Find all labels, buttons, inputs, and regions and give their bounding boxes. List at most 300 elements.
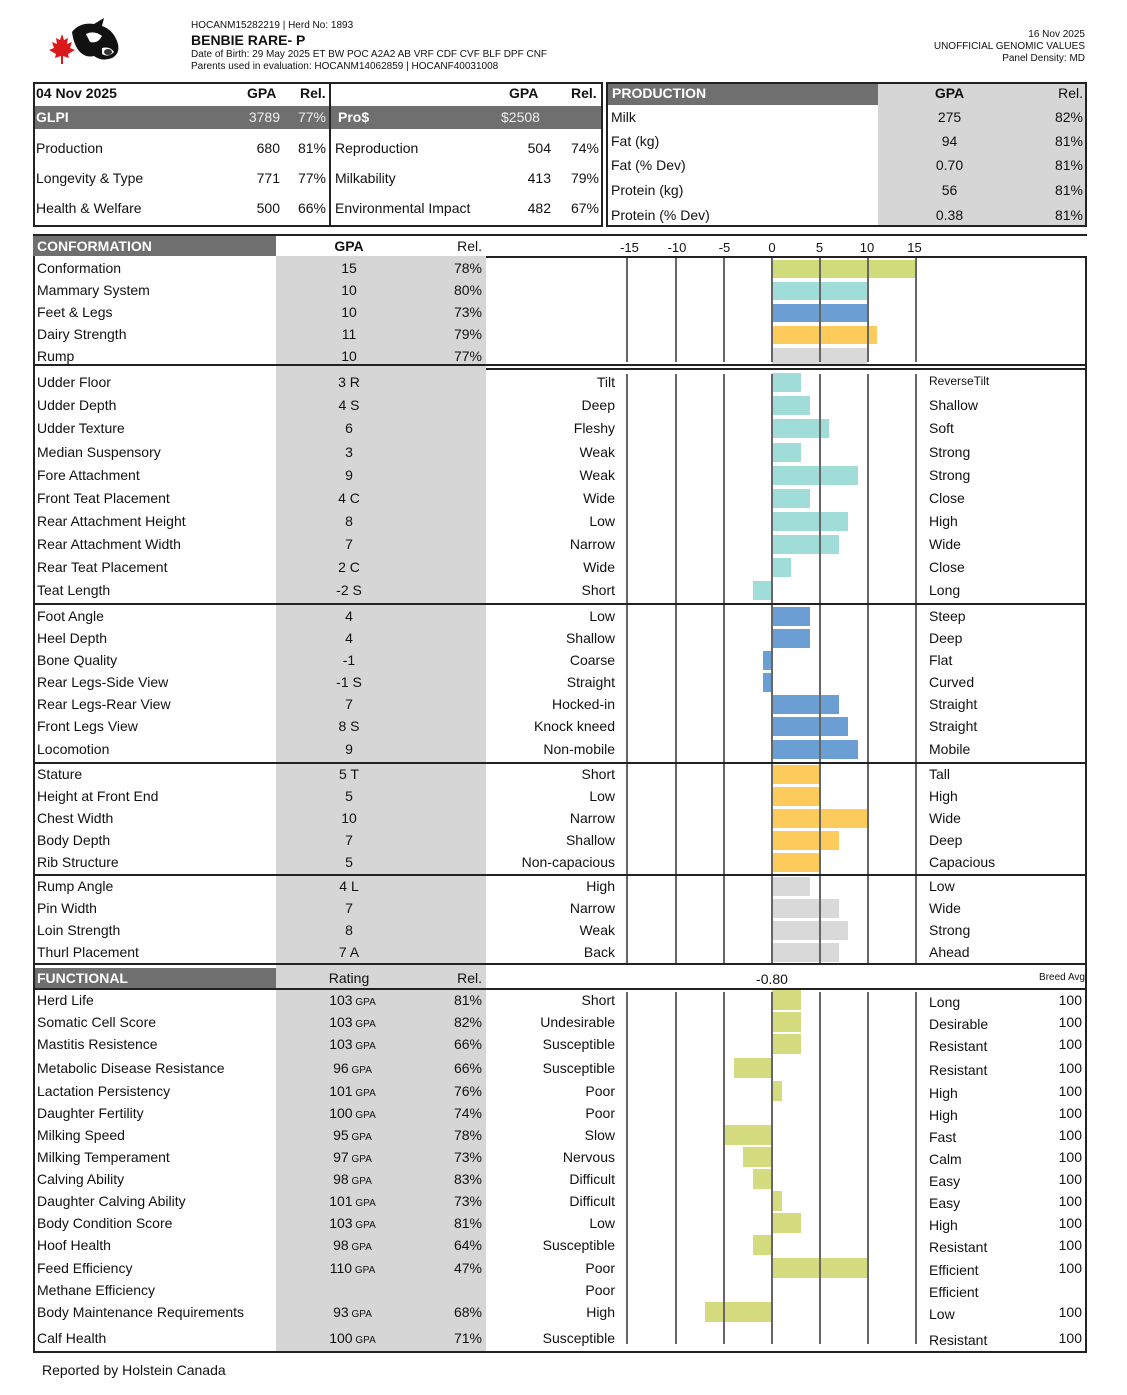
summary-index-label: Milkability: [335, 170, 396, 186]
summary-index-rel: 74%: [570, 140, 599, 156]
production-gpa-header: GPA: [934, 85, 965, 101]
functional-trait-rel: 66%: [453, 1036, 482, 1052]
functional-trait-label: Feed Efficiency: [37, 1260, 133, 1276]
date-of-birth-line: Date of Birth: 29 May 2025 ET BW POC A2A2 AB VRF CDF CVF BLF DPF CNF: [191, 49, 548, 60]
linear-trait-high-desc: Deep: [929, 832, 963, 848]
scale-tick-label: 15: [907, 240, 922, 255]
functional-gpa-suffix: GPA: [348, 1176, 372, 1187]
functional-trait-low-desc: High: [586, 1304, 615, 1320]
functional-trait-label: Lactation Persistency: [37, 1083, 171, 1099]
linear-trait-low-desc: Non-mobile: [543, 741, 615, 757]
linear-trait-high-desc: Long: [929, 582, 961, 598]
linear-trait-bar: [772, 853, 820, 872]
production-trait-gpa: 0.38: [935, 207, 964, 223]
functional-trait-rel: 73%: [453, 1193, 482, 1209]
scale-tick-label: -15: [620, 240, 639, 255]
production-trait-gpa: 0.70: [935, 157, 964, 173]
functional-gpa-suffix: GPA: [352, 1265, 376, 1276]
functional-trait-label: Hoof Health: [37, 1237, 111, 1253]
linear-trait-low-desc: Short: [581, 582, 615, 598]
linear-trait-low-desc: Fleshy: [573, 420, 615, 436]
linear-trait-bar: [772, 629, 810, 648]
linear-trait-gpa: 5: [345, 788, 353, 804]
conformation-trait-rel: 73%: [453, 304, 482, 320]
linear-trait-label: Thurl Placement: [37, 944, 139, 960]
linear-trait-low-desc: Shallow: [565, 630, 615, 646]
linear-trait-label: Median Suspensory: [37, 444, 161, 460]
linear-trait-bar: [772, 535, 839, 554]
linear-trait-gpa: 9: [345, 741, 353, 757]
functional-trait-high-desc: High: [929, 1217, 958, 1233]
maple-leaf-icon: [49, 34, 75, 64]
functional-trait-rel: 64%: [453, 1237, 482, 1253]
functional-trait-bar: [734, 1058, 772, 1078]
functional-trait-high-desc: Long: [929, 994, 961, 1010]
functional-gpa-suffix: GPA: [348, 1132, 372, 1143]
linear-trait-gpa: 5 T: [339, 766, 359, 782]
linear-trait-high-desc: Strong: [929, 467, 971, 483]
linear-trait-low-desc: Tilt: [596, 374, 615, 390]
functional-trait-rating: [290, 1083, 415, 1099]
animal-name: BENBIE RARE- P: [191, 32, 306, 48]
functional-rating-value: 93: [333, 1304, 349, 1320]
functional-trait-label: Somatic Cell Score: [37, 1014, 157, 1030]
linear-trait-label: Rear Legs-Side View: [37, 674, 169, 690]
functional-trait-breed-avg: 100: [1058, 1330, 1082, 1346]
functional-rating-value: 98: [333, 1237, 349, 1253]
linear-trait-gpa: 3: [345, 444, 353, 460]
linear-trait-low-desc: Deep: [581, 397, 615, 413]
scale-tick-label: 10: [859, 240, 875, 255]
functional-gpa-suffix: GPA: [348, 1154, 372, 1165]
functional-rating-value: 103: [329, 1036, 353, 1052]
linear-trait-high-desc: Capacious: [929, 854, 996, 870]
functional-trait-bar: [772, 990, 801, 1010]
linear-trait-low-desc: Narrow: [569, 536, 615, 552]
functional-rating-value: 103: [329, 1014, 353, 1030]
functional-trait-label: Metabolic Disease Resistance: [37, 1060, 225, 1076]
functional-trait-bar: [772, 1012, 801, 1032]
linear-trait-high-desc: Wide: [929, 536, 961, 552]
functional-rating-value: 101: [329, 1083, 353, 1099]
scale-tick-label: 5: [815, 240, 824, 255]
linear-trait-high-desc: Soft: [929, 420, 954, 436]
functional-trait-high-desc: Resistant: [929, 1062, 988, 1078]
group-divider: [33, 762, 1087, 764]
functional-rating-value: 100: [329, 1330, 353, 1346]
functional-trait-rel: 66%: [453, 1060, 482, 1076]
linear-trait-gpa: 6: [345, 420, 353, 436]
functional-trait-low-desc: Susceptible: [542, 1330, 615, 1346]
linear-trait-low-desc: Weak: [579, 467, 615, 483]
production-rel-header: Rel.: [1058, 85, 1083, 101]
linear-trait-bar: [772, 831, 839, 850]
functional-trait-low-desc: Low: [589, 1215, 615, 1231]
functional-trait-rel: 81%: [453, 992, 482, 1008]
linear-trait-label: Heel Depth: [37, 630, 108, 646]
linear-trait-gpa: 7: [345, 696, 353, 712]
conformation-trait-rel: 78%: [453, 260, 482, 276]
production-trait-label: Fat (% Dev): [611, 157, 686, 173]
linear-trait-high-desc: Shallow: [929, 397, 979, 413]
summary-index-label: Reproduction: [335, 140, 419, 156]
footer-reported-by: Reported by Holstein Canada: [42, 1362, 226, 1378]
linear-trait-gpa: 8: [345, 513, 353, 529]
functional-trait-rating: [290, 1149, 415, 1165]
breed-avg-header: Breed Avg: [1039, 972, 1085, 983]
linear-trait-bar: [772, 943, 839, 962]
functional-gpa-suffix: GPA: [352, 1198, 376, 1209]
summary-index-rel: 77%: [297, 170, 326, 186]
scale-gridline: [771, 258, 773, 362]
functional-trait-low-desc: Susceptible: [542, 1060, 615, 1076]
scale-gridline: [915, 258, 917, 362]
linear-trait-low-desc: Non-capacious: [521, 854, 615, 870]
linear-trait-bar: [772, 607, 810, 626]
production-trait-label: Fat (kg): [611, 133, 660, 149]
linear-trait-high-desc: High: [929, 513, 958, 529]
conformation-trait-label: Mammary System: [37, 282, 150, 298]
functional-trait-label: Methane Efficiency: [37, 1282, 156, 1298]
linear-trait-label: Rear Legs-Rear View: [37, 696, 171, 712]
conformation-gpa-header: GPA: [334, 238, 364, 254]
cow-head-icon: [72, 18, 118, 60]
linear-trait-high-desc: ReverseTilt: [929, 374, 990, 388]
linear-trait-high-desc: Curved: [929, 674, 975, 690]
linear-trait-bar: [772, 558, 791, 577]
linear-trait-gpa: 4 S: [338, 397, 360, 413]
linear-trait-label: Udder Depth: [37, 397, 117, 413]
functional-gpa-suffix: GPA: [352, 1335, 376, 1346]
functional-trait-bar: [705, 1302, 772, 1322]
linear-trait-label: Chest Width: [37, 810, 114, 826]
linear-trait-gpa: -2 S: [336, 582, 362, 598]
linear-trait-low-desc: Low: [589, 513, 615, 529]
linear-trait-high-desc: Tall: [929, 766, 951, 782]
functional-gridline: [867, 992, 869, 1344]
conformation-trait-rel: 77%: [453, 348, 482, 364]
production-trait-gpa: 94: [941, 133, 958, 149]
functional-trait-label: Herd Life: [37, 992, 94, 1008]
production-rel-column: [1021, 84, 1085, 225]
linear-trait-low-desc: Weak: [579, 922, 615, 938]
functional-trait-breed-avg: 100: [1058, 1083, 1082, 1099]
linear-trait-low-desc: Short: [581, 766, 615, 782]
conformation-trait-label: Conformation: [37, 260, 122, 276]
linear-trait-high-desc: Flat: [929, 652, 953, 668]
summary-index-rel: 67%: [570, 200, 599, 216]
linear-trait-gpa: 8 S: [338, 718, 360, 734]
linear-trait-label: Fore Attachment: [37, 467, 140, 483]
bottom-rule: [33, 1351, 1087, 1353]
functional-trait-rel: 78%: [453, 1127, 482, 1143]
glpi-gpa: 3789: [248, 109, 280, 125]
functional-trait-rel: 47%: [453, 1260, 482, 1276]
functional-trait-breed-avg: 100: [1058, 1171, 1082, 1187]
conformation-rel-header: Rel.: [457, 238, 482, 254]
linear-trait-label: Locomotion: [37, 741, 110, 757]
functional-trait-label: Daughter Fertility: [37, 1105, 144, 1121]
linear-trait-bar: [772, 740, 858, 759]
functional-rating-value: 103: [329, 1215, 353, 1231]
linear-trait-low-desc: Narrow: [569, 900, 615, 916]
production-trait-rel: 81%: [1054, 207, 1083, 223]
linear-trait-low-desc: Narrow: [569, 810, 615, 826]
linear-trait-label: Rear Attachment Width: [37, 536, 181, 552]
functional-gridline: [675, 992, 677, 1344]
panel-density: Panel Density: MD: [1002, 53, 1085, 64]
functional-trait-high-desc: Easy: [929, 1173, 961, 1189]
functional-center-label: -0.80: [756, 971, 788, 987]
production-trait-label: Milk: [611, 109, 636, 125]
functional-trait-rel: 81%: [453, 1215, 482, 1231]
pros-gpa: $2508: [501, 109, 540, 125]
functional-trait-label: Milking Temperament: [37, 1149, 170, 1165]
linear-trait-label: Foot Angle: [37, 608, 104, 624]
linear-trait-low-desc: Weak: [579, 444, 615, 460]
functional-trait-rating: [290, 1036, 415, 1052]
functional-title: FUNCTIONAL: [37, 970, 128, 986]
functional-trait-rel: 83%: [453, 1171, 482, 1187]
right-border: [1085, 256, 1087, 1353]
left-border: [33, 256, 35, 1353]
functional-trait-high-desc: Resistant: [929, 1038, 988, 1054]
glpi-label: GLPI: [36, 109, 69, 125]
holstein-canada-logo: [42, 14, 122, 76]
functional-gpa-suffix: GPA: [348, 1309, 372, 1320]
linear-trait-bar: [772, 512, 848, 531]
linear-trait-bar: [772, 877, 810, 896]
group-divider: [33, 364, 1087, 366]
functional-trait-rating: [290, 1260, 415, 1276]
conformation-trait-gpa: 10: [341, 348, 357, 364]
functional-trait-breed-avg: 100: [1058, 1060, 1082, 1076]
functional-trait-rating: [290, 1330, 415, 1346]
functional-trait-low-desc: Poor: [585, 1105, 615, 1121]
functional-trait-rating: [290, 1171, 415, 1187]
linear-trait-high-desc: Mobile: [929, 741, 971, 757]
linear-trait-low-desc: Back: [583, 944, 615, 960]
functional-trait-breed-avg: 100: [1058, 1105, 1082, 1121]
functional-gpa-suffix: GPA: [352, 1088, 376, 1099]
functional-gpa-suffix: GPA: [352, 1019, 376, 1030]
summary-index-label: Environmental Impact: [335, 200, 471, 216]
linear-trait-label: Loin Strength: [37, 922, 121, 938]
linear-trait-label: Bone Quality: [37, 652, 118, 668]
conformation-trait-label: Dairy Strength: [37, 326, 127, 342]
linear-trait-high-desc: Ahead: [929, 944, 970, 960]
functional-trait-label: Daughter Calving Ability: [37, 1193, 186, 1209]
conformation-trait-label: Feet & Legs: [37, 304, 113, 320]
functional-trait-rating: [290, 1127, 415, 1143]
functional-trait-breed-avg: 100: [1058, 1149, 1082, 1165]
functional-trait-low-desc: Nervous: [562, 1149, 615, 1165]
report-date: 16 Nov 2025: [1028, 29, 1085, 40]
linear-trait-low-desc: Straight: [566, 674, 615, 690]
production-trait-rel: 82%: [1054, 109, 1083, 125]
linear-trait-gpa: 5: [345, 854, 353, 870]
production-trait-rel: 81%: [1054, 133, 1083, 149]
linear-trait-bar: [772, 443, 801, 462]
conformation-trait-bar: [772, 326, 877, 344]
production-trait-rel: 81%: [1054, 157, 1083, 173]
functional-trait-bar: [772, 1034, 801, 1054]
summary-index-rel: 81%: [297, 140, 326, 156]
functional-trait-breed-avg: 100: [1058, 1036, 1082, 1052]
functional-trait-breed-avg: 100: [1058, 1193, 1082, 1209]
functional-trait-breed-avg: 100: [1058, 1237, 1082, 1253]
functional-rating-value: 95: [333, 1127, 349, 1143]
parents-line: Parents used in evaluation: HOCANM14062859 | HOCANF40031008: [191, 61, 499, 72]
functional-trait-high-desc: Easy: [929, 1195, 961, 1211]
summary-index-rel: 66%: [297, 200, 326, 216]
functional-trait-low-desc: Poor: [585, 1083, 615, 1099]
linear-trait-gpa: -1: [342, 652, 356, 668]
linear-trait-label: Body Depth: [37, 832, 111, 848]
glpi-rel: 77%: [297, 109, 326, 125]
linear-trait-bar: [772, 466, 858, 485]
functional-trait-rating: [290, 1105, 415, 1121]
conformation-trait-gpa: 15: [341, 260, 357, 276]
functional-trait-breed-avg: 100: [1058, 1260, 1082, 1276]
linear-trait-high-desc: High: [929, 788, 958, 804]
functional-trait-rating: [290, 1215, 415, 1231]
functional-trait-high-desc: Low: [929, 1306, 955, 1322]
functional-trait-rel: 74%: [453, 1105, 482, 1121]
linear-trait-low-desc: Wide: [583, 490, 615, 506]
functional-trait-rel: 82%: [453, 1014, 482, 1030]
functional-trait-bar: [772, 1081, 782, 1101]
functional-gridline: [819, 992, 821, 1344]
functional-trait-breed-avg: 100: [1058, 1127, 1082, 1143]
summary-index-label: Longevity & Type: [36, 170, 144, 186]
pros-label: Pro$: [338, 109, 370, 125]
linear-trait-label: Rib Structure: [37, 854, 119, 870]
production-gpa-column: [878, 84, 1021, 225]
group-divider: [33, 963, 1087, 965]
functional-trait-high-desc: Efficient: [929, 1262, 979, 1278]
linear-trait-low-desc: Low: [589, 608, 615, 624]
summary-index-gpa: 500: [256, 200, 280, 216]
linear-trait-label: Stature: [37, 766, 83, 782]
functional-gridline: [723, 992, 725, 1344]
functional-trait-label: Body Maintenance Requirements: [37, 1304, 245, 1320]
functional-trait-label: Calving Ability: [37, 1171, 125, 1187]
functional-rating-value: 110: [329, 1260, 353, 1276]
functional-trait-rel: 68%: [453, 1304, 482, 1320]
scale-tick-label: -10: [667, 240, 687, 255]
production-trait-rel: 81%: [1054, 182, 1083, 198]
group-divider: [486, 368, 1087, 370]
linear-trait-low-desc: High: [586, 878, 615, 894]
linear-trait-bar: [772, 899, 839, 918]
scale-gridline: [675, 258, 677, 362]
functional-trait-low-desc: Poor: [585, 1260, 615, 1276]
functional-trait-high-desc: Resistant: [929, 1332, 988, 1348]
functional-rating-value: 98: [333, 1171, 349, 1187]
conformation-title: CONFORMATION: [37, 238, 152, 254]
linear-trait-gpa: 7 A: [338, 944, 360, 960]
linear-trait-bar: [772, 695, 839, 714]
functional-gridline: [626, 992, 628, 1344]
functional-rating-value: 103: [329, 992, 353, 1008]
linear-trait-gpa: 10: [341, 810, 357, 826]
animal-id-line: HOCANM15282219 | Herd No: 1893: [191, 20, 354, 31]
values-type: UNOFFICIAL GENOMIC VALUES: [933, 41, 1085, 52]
linear-trait-label: Rump Angle: [37, 878, 114, 894]
functional-trait-low-desc: Difficult: [569, 1193, 615, 1209]
conformation-trait-gpa: 11: [341, 326, 357, 342]
functional-gpa-suffix: GPA: [352, 1220, 376, 1231]
functional-rating-value: 96: [333, 1060, 349, 1076]
functional-trait-low-desc: Difficult: [569, 1171, 615, 1187]
linear-trait-gpa: 4 L: [339, 878, 359, 894]
summary-index-gpa: 413: [527, 170, 551, 186]
linear-trait-high-desc: Steep: [929, 608, 966, 624]
linear-trait-gpa: -1 S: [336, 674, 362, 690]
functional-gpa-suffix: GPA: [352, 997, 376, 1008]
functional-rating-header: Rating: [328, 970, 370, 986]
scale-tick-label: 0: [768, 240, 776, 255]
conformation-trait-bar: [772, 260, 915, 278]
summary-rel-header: Rel.: [300, 85, 326, 101]
linear-trait-bar: [772, 489, 810, 508]
functional-gridline: [771, 992, 773, 1344]
functional-trait-label: Calf Health: [37, 1330, 107, 1346]
summary-index-gpa: 504: [527, 140, 551, 156]
linear-trait-high-desc: Straight: [929, 718, 978, 734]
conformation-trait-gpa: 10: [341, 282, 357, 298]
linear-trait-gpa: 9: [345, 467, 353, 483]
functional-trait-low-desc: Short: [581, 992, 615, 1008]
linear-trait-high-desc: Wide: [929, 810, 961, 826]
functional-trait-rating: [290, 1237, 415, 1253]
functional-trait-high-desc: Fast: [929, 1129, 957, 1145]
summary-index-gpa: 771: [256, 170, 280, 186]
summary-index-rel: 79%: [570, 170, 599, 186]
linear-trait-bar: [753, 581, 772, 600]
linear-trait-label: Rear Attachment Height: [37, 513, 186, 529]
functional-trait-rel: 71%: [453, 1330, 482, 1346]
linear-trait-bar: [772, 921, 848, 940]
functional-trait-low-desc: Poor: [585, 1282, 615, 1298]
linear-trait-high-desc: Deep: [929, 630, 963, 646]
functional-trait-label: Milking Speed: [37, 1127, 125, 1143]
functional-trait-bar: [753, 1235, 772, 1255]
linear-trait-high-desc: Strong: [929, 922, 971, 938]
functional-trait-bar: [724, 1125, 772, 1145]
functional-trait-low-desc: Undesirable: [540, 1014, 615, 1030]
functional-trait-rating: [290, 992, 415, 1008]
linear-trait-high-desc: Low: [929, 878, 955, 894]
functional-gpa-suffix: GPA: [352, 1041, 376, 1052]
linear-trait-gpa: 4: [345, 630, 353, 646]
linear-trait-gpa: 2 C: [338, 559, 360, 575]
functional-trait-bar: [772, 1191, 782, 1211]
linear-trait-gpa: 7: [345, 536, 353, 552]
linear-trait-bar: [772, 373, 801, 392]
functional-rating-value: 97: [333, 1149, 349, 1165]
linear-trait-gpa: 8: [345, 922, 353, 938]
summary-index-gpa: 680: [256, 140, 280, 156]
linear-trait-gpa: 7: [345, 900, 353, 916]
functional-gpa-suffix: GPA: [352, 1110, 376, 1121]
conformation-trait-gpa: 10: [341, 304, 357, 320]
summary-rel-header-2: Rel.: [571, 85, 597, 101]
scale-gridline: [819, 258, 821, 362]
linear-trait-gpa: 4: [345, 608, 353, 624]
functional-rel-header: Rel.: [457, 970, 482, 986]
